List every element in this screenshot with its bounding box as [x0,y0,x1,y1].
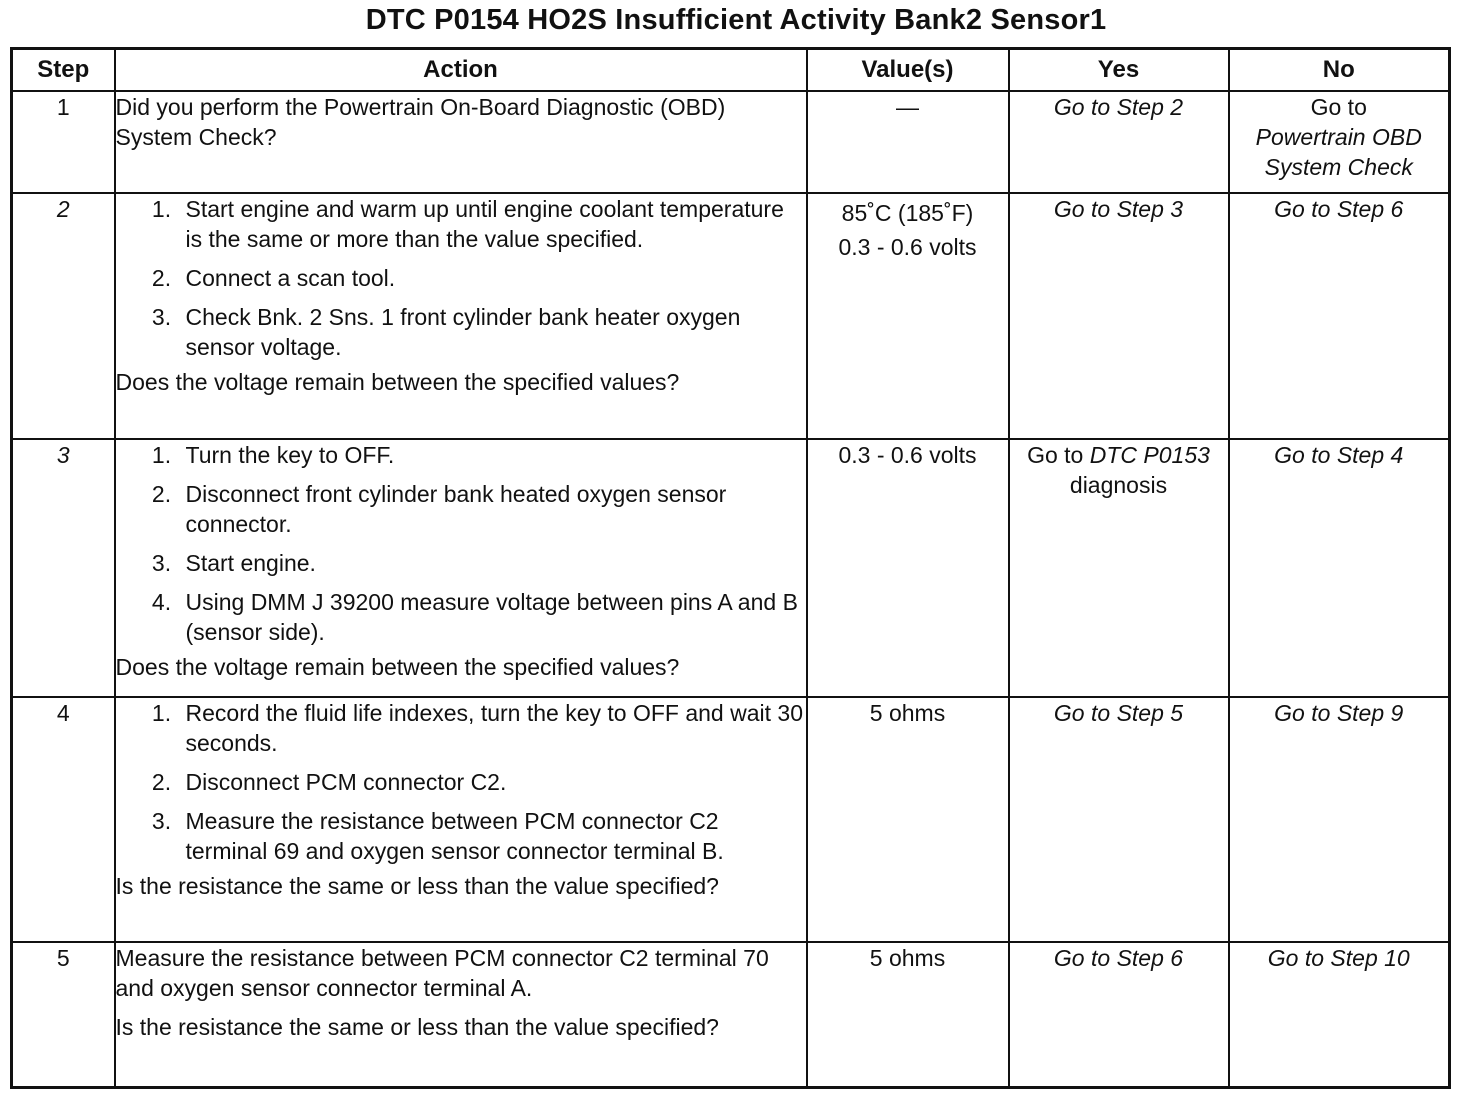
action-cell [115,942,807,1087]
table-row-step-3 [12,439,1450,697]
action-list [116,698,806,866]
action-item: 4. Using DMM J 39200 measure voltage between pins A and B (sensor side). [178,587,806,647]
diagnostic-table [10,47,1451,1089]
value-cell: — [807,91,1009,193]
action-question: Is the resistance the same or less than the value specified? [115,1014,719,1040]
header-yes: Yes [1009,49,1229,92]
yes-cell: Go to Step 2 [1009,91,1229,193]
value-cell: 5 ohms [807,697,1009,942]
header-no: No [1229,49,1450,92]
no-cell: Go to Step 9 [1229,697,1450,942]
action-list [116,440,806,647]
no-cell: Go to Step 6 [1229,193,1450,439]
action-item: 2. Disconnect PCM connector C2. [178,767,806,797]
yes-link-text: DTC P0153 [1089,442,1210,468]
value-line: 0.3 - 0.6 volts [838,234,977,260]
action-list [116,194,806,362]
no-cell: Go to Step 4 [1229,439,1450,697]
header-step: Step [12,49,115,92]
no-cell: Go to Step 10 [1229,942,1450,1087]
yes-cell: Go to Step 6 [1009,942,1229,1087]
action-question: Does the voltage remain between the specified values? [115,654,680,680]
no-link-text: Powertrain OBD System Check [1255,124,1422,180]
action-text: Measure the resistance between PCM connector C2 terminal 70 and oxygen sensor connector terminal A. [115,945,769,1001]
action-cell [115,91,807,193]
action-item: 3. Check Bnk. 2 Sns. 1 front cylinder bank heater oxygen sensor voltage. [178,302,806,362]
action-item: 1. Record the fluid life indexes, turn the key to OFF and wait 30 seconds. [178,698,806,758]
table-row-step-5 [12,942,1450,1087]
yes-suffix: diagnosis [1069,472,1168,498]
action-item: 1. Turn the key to OFF. [178,440,806,470]
step-number: 2 [12,193,115,439]
action-cell [115,193,807,439]
yes-cell: Go to Step 3 [1009,193,1229,439]
no-cell [1229,91,1450,193]
document-title: DTC P0154 HO2S Insufficient Activity Bank2 Sensor1 [365,4,1107,36]
step-number: 5 [12,942,115,1087]
action-item: 3. Measure the resistance between PCM connector C2 terminal 69 and oxygen sensor connector terminal B. [178,806,806,866]
action-item: 1. Start engine and warm up until engine coolant temperature is the same or more than the value specified. [178,194,806,254]
action-item: 2. Connect a scan tool. [178,263,806,293]
header-action: Action [115,49,807,92]
no-prefix: Go to [1310,94,1367,120]
action-question: Does the voltage remain between the specified values? [115,369,680,395]
value-cell [807,193,1009,439]
action-text: Did you perform the Powertrain On-Board Diagnostic (OBD) System Check? [115,94,726,150]
action-item: 3. Start engine. [178,548,806,578]
action-cell [115,439,807,697]
action-cell [115,697,807,942]
step-number: 3 [12,439,115,697]
table-row-step-2 [12,193,1450,439]
header-row [12,49,1450,92]
value-cell: 0.3 - 0.6 volts [807,439,1009,697]
action-question: Is the resistance the same or less than the value specified? [115,873,719,899]
table-row-step-1 [12,91,1450,193]
yes-cell [1009,439,1229,697]
table-row-step-4 [12,697,1450,942]
value-cell: 5 ohms [807,942,1009,1087]
yes-cell: Go to Step 5 [1009,697,1229,942]
yes-prefix: Go to [1027,442,1084,468]
action-item: 2. Disconnect front cylinder bank heated oxygen sensor connector. [178,479,806,539]
step-number: 1 [12,91,115,193]
step-number: 4 [12,697,115,942]
value-line: 85˚C (185˚F) [841,200,974,226]
header-values: Value(s) [807,49,1009,92]
